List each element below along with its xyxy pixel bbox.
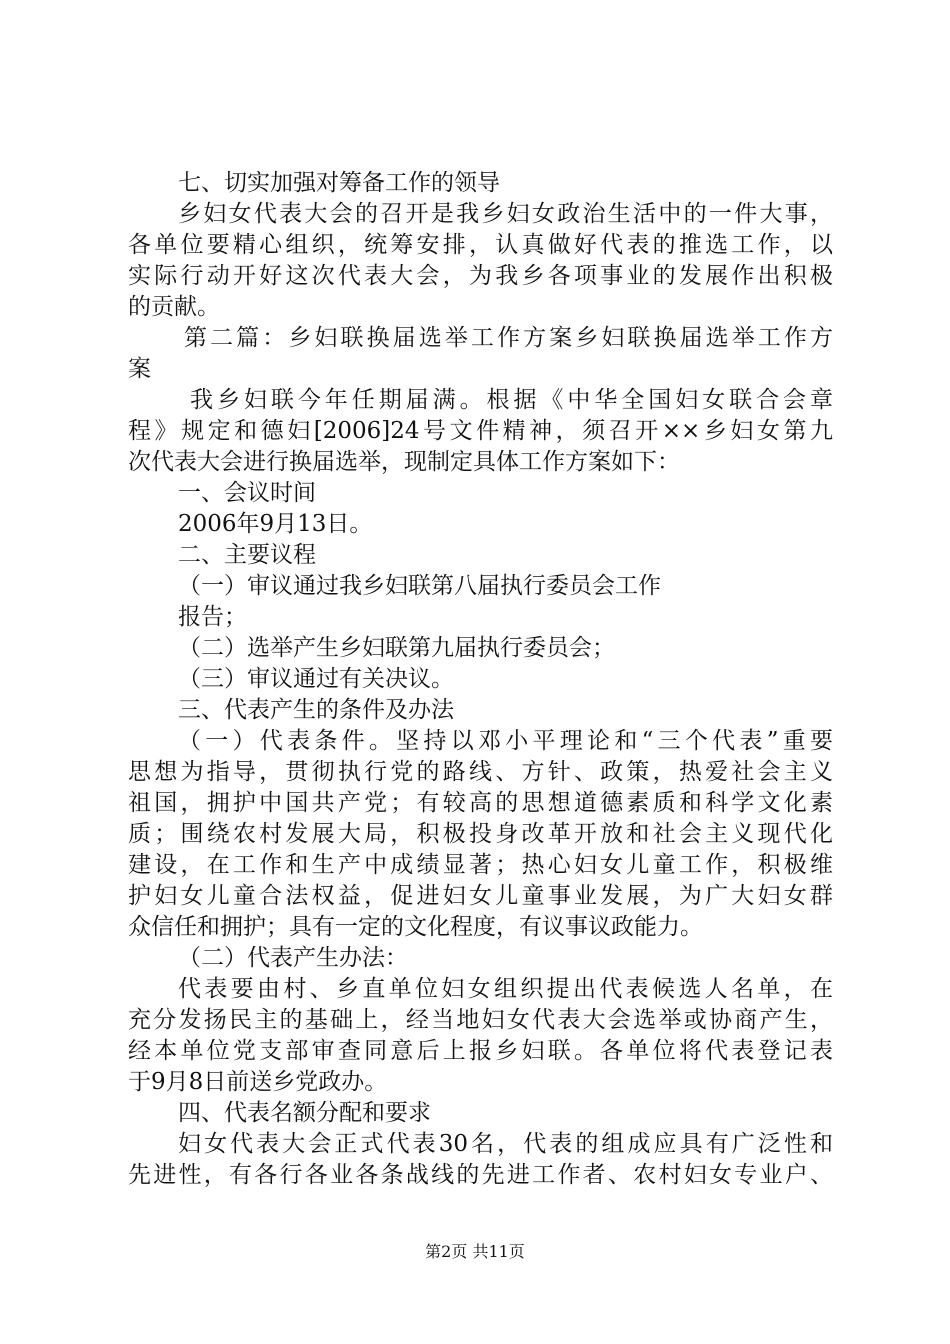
paragraph-line: 我乡妇联今年任期届满。根据《中华全国妇女联合会章 [190,387,833,413]
paragraph-line: 各单位要精心组织，统筹安排，认真做好代表的推选工作，以 [128,232,833,258]
paragraph-line: 实际行动开好这次代表大会，为我乡各项事业的发展作出积极 [128,263,833,289]
paragraph-line: 经本单位党支部审查同意后上报乡妇联。各单位将代表登记表 [128,1038,833,1064]
paragraph-line: 于9月8日前送乡党政办。 [128,1069,388,1095]
paragraph-line: 护妇女儿童合法权益，促进妇女儿童事业发展，为广大妇女群 [128,883,833,909]
paragraph-line: 先进性，有各行各业各条战线的先进工作者、农村妇女专业户、 [128,1162,833,1188]
paragraph-line: 程》规定和德妇[2006]24号文件精神，须召开××乡妇女第九 [128,418,833,444]
paragraph-line: 充分发扬民主的基础上，经当地妇女代表大会选举或协商产生， [128,1007,833,1033]
document-body [128,168,833,1191]
paragraph-line: （一）代表条件。坚持以邓小平理论和“三个代表”重要 [178,728,833,754]
list-item: 报告； [178,604,247,630]
list-item: （一）审议通过我乡妇联第八届执行委员会工作 [178,573,661,599]
paragraph-line: 次代表大会进行换届选举，现制定具体工作方案如下： [128,449,680,475]
page-number-footer: 第2页 共11页 [425,1242,525,1261]
paragraph-line: 乡妇女代表大会的召开是我乡妇女政治生活中的一件大事， [178,201,833,227]
paragraph-line: 的贡献。 [128,294,220,320]
paragraph-line: 思想为指导，贯彻执行党的路线、方针、政策，热爱社会主义 [128,759,833,785]
paragraph-line: 祖国，拥护中国共产党；有较高的思想道德素质和科学文化素 [128,790,833,816]
chapter-title: 案 [128,356,151,382]
chapter-title: 第二篇：乡妇联换届选举工作方案乡妇联换届选举工作方 [184,325,833,351]
section-heading: 三、代表产生的条件及办法 [178,697,454,723]
section-heading: 一、会议时间 [178,480,316,506]
subsection-heading: （二）代表产生办法： [178,945,408,971]
list-item: （三）审议通过有关决议。 [178,666,454,692]
paragraph-line: 质；围绕农村发展大局，积极投身改革开放和社会主义现代化 [128,821,833,847]
paragraph-line: 建设，在工作和生产中成绩显著；热心妇女儿童工作，积极维 [128,852,833,878]
section-heading: 七、切实加强对筹备工作的领导 [178,170,500,196]
paragraph-line: 2006年9月13日。 [178,511,373,537]
paragraph-line: 妇女代表大会正式代表30名，代表的组成应具有广泛性和 [178,1131,833,1157]
section-heading: 二、主要议程 [178,542,316,568]
section-heading: 四、代表名额分配和要求 [178,1100,431,1126]
list-item: （二）选举产生乡妇联第九届执行委员会； [178,635,615,661]
paragraph-line: 众信任和拥护；具有一定的文化程度，有议事议政能力。 [128,914,703,940]
paragraph-line: 代表要由村、乡直单位妇女组织提出代表候选人名单，在 [178,976,833,1002]
